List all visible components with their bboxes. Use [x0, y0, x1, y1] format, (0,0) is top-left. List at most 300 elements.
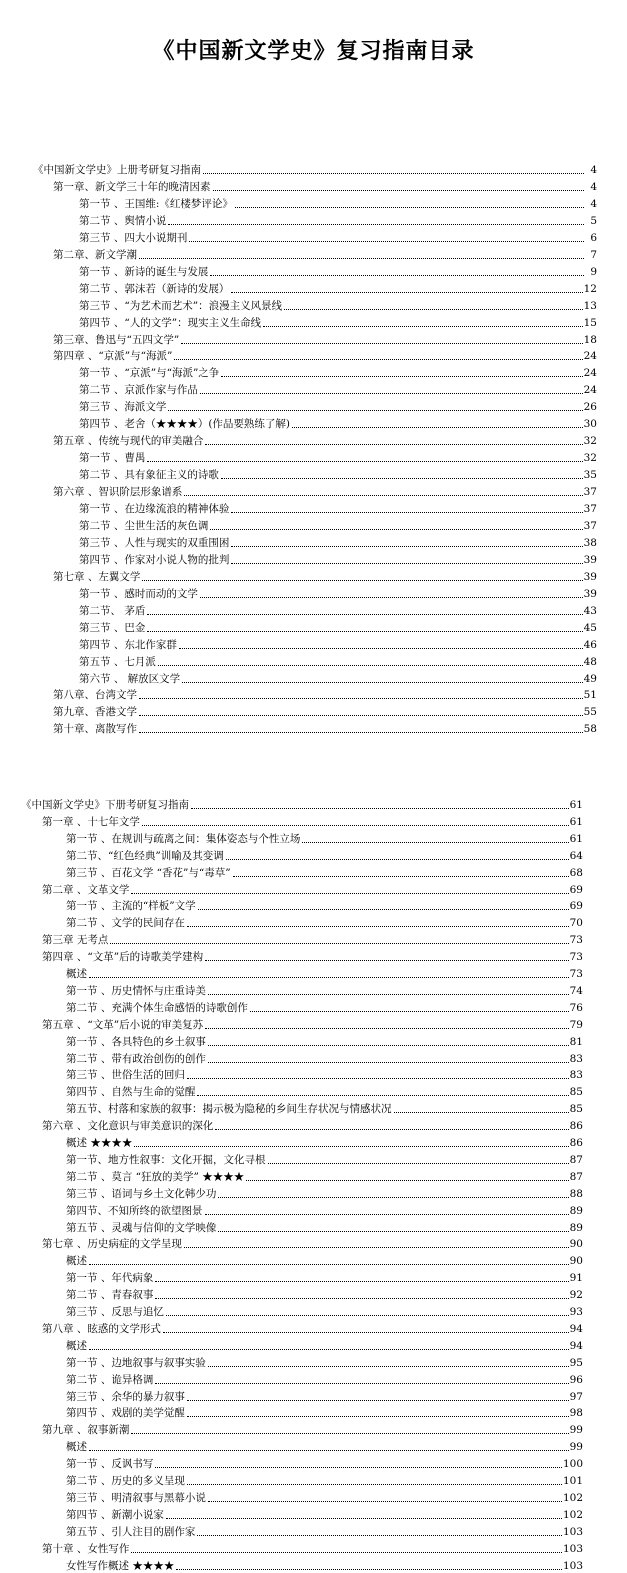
toc-entry[interactable] [42, 1234, 583, 1251]
toc-entry[interactable] [66, 1454, 583, 1471]
toc-entry-page-number: 24 [583, 384, 597, 397]
toc-entry-title: 第七章 、历史病症的文学呈现 [42, 1238, 182, 1251]
dot-leader [89, 1449, 569, 1451]
toc-entry[interactable] [66, 1353, 583, 1370]
toc-entry-title: 第一节 、反讽书写 [66, 1458, 154, 1471]
dot-leader [213, 189, 585, 191]
toc-entry-page-number: 37 [583, 519, 597, 532]
dot-leader [208, 1061, 569, 1063]
dot-leader [168, 223, 584, 225]
dot-leader [182, 681, 582, 683]
dot-leader [205, 1213, 569, 1215]
toc-entry-page-number: 99 [569, 1441, 583, 1454]
toc-entry-title: 第二节 、青春叙事 [66, 1289, 154, 1302]
toc-entry-page-number: 15 [583, 316, 597, 329]
dot-leader [200, 392, 583, 394]
toc-entry[interactable] [79, 550, 597, 567]
dot-leader [131, 1432, 568, 1434]
toc-entry[interactable] [66, 1522, 583, 1539]
toc-entry-page-number: 61 [569, 832, 583, 845]
toc-entry-page-number: 32 [583, 435, 597, 448]
toc-entry[interactable] [79, 414, 597, 431]
dot-leader [139, 731, 583, 733]
dot-leader [155, 1382, 568, 1384]
dot-leader [187, 925, 569, 927]
toc-entry[interactable] [66, 1099, 583, 1116]
dot-leader [231, 511, 582, 513]
toc-entry-title: 概述 [66, 1339, 87, 1352]
toc-entry-page-number: 4 [590, 197, 597, 210]
toc-entry[interactable] [66, 1201, 583, 1218]
dot-leader [147, 630, 582, 632]
dot-leader [179, 647, 583, 649]
toc-entry-page-number: 32 [583, 452, 597, 465]
dot-leader [189, 240, 584, 242]
toc-entry[interactable] [53, 330, 597, 347]
dot-leader [221, 477, 583, 479]
toc-entry-title: 第七章 、左翼文学 [53, 570, 141, 583]
toc-entry[interactable] [66, 1049, 583, 1066]
toc-entry-page-number: 91 [569, 1272, 583, 1285]
dot-leader [205, 443, 582, 445]
toc-entry[interactable] [42, 1420, 583, 1437]
toc-entry-title: 第十章、离散写作 [53, 723, 137, 736]
dot-leader [197, 1534, 562, 1536]
dot-leader [187, 1399, 569, 1401]
toc-entry[interactable] [66, 1403, 583, 1420]
toc-entry[interactable] [66, 1488, 583, 1505]
toc-entry-title: 第四章 、“文革”后的诗歌美学建构 [42, 951, 204, 964]
toc-entry[interactable] [79, 533, 597, 550]
toc-entry[interactable] [79, 516, 597, 533]
toc-entry-page-number: 6 [590, 231, 597, 244]
dot-leader [233, 875, 569, 877]
toc-entry[interactable] [66, 1133, 583, 1150]
toc-entry[interactable] [53, 431, 597, 448]
toc-entry-page-number: 103 [562, 1559, 583, 1572]
toc-entry-page-number: 100 [562, 1458, 583, 1471]
toc-entry-title: 第四章 、“京派”与“海派” [53, 350, 173, 363]
toc-entry-title: 第十章 、女性写作 [42, 1542, 130, 1555]
toc-entry[interactable] [42, 1319, 583, 1336]
dot-leader [187, 1483, 562, 1485]
dot-leader [174, 358, 582, 360]
toc-entry[interactable] [66, 981, 583, 998]
toc-entry-page-number: 18 [583, 333, 597, 346]
toc-entry-title: 第四节 、戏剧的美学觉醒 [66, 1407, 185, 1420]
toc-entry[interactable] [53, 177, 597, 194]
dot-leader [218, 1230, 568, 1232]
toc-entry-title: 第二节 、尘世生活的灰色调 [79, 519, 209, 532]
page-title: 《中国新文学史》复习指南目录 [152, 39, 475, 64]
toc-entry-title: 第二节 、充满个体生命感悟的诗歌创作 [66, 1001, 248, 1014]
toc-entry-page-number: 45 [583, 621, 597, 634]
toc-entry-title: 第五节 、灵魂与信仰的文学映像 [66, 1221, 217, 1234]
toc-entry-title: 第四节 、自然与生命的觉醒 [66, 1086, 196, 1099]
toc-entry[interactable] [79, 397, 597, 414]
toc-entry[interactable] [42, 880, 583, 897]
toc-entry-page-number: 35 [583, 469, 597, 482]
dot-leader [147, 613, 582, 615]
toc-entry[interactable] [79, 635, 597, 652]
toc-entry[interactable] [53, 482, 597, 499]
toc-entry-page-number: 26 [583, 401, 597, 414]
toc-entry-title: 概述 [66, 968, 87, 980]
dot-leader [218, 1196, 568, 1198]
toc-entry-title: 第八章 、眩惑的文学形式 [42, 1322, 161, 1335]
toc-entry-title: 第二节 、舆情小说 [79, 214, 167, 227]
toc-entry-page-number: 61 [569, 799, 583, 811]
toc-entry[interactable] [66, 1302, 583, 1319]
dot-leader [89, 976, 569, 978]
toc-entry[interactable] [66, 1285, 583, 1302]
toc-entry-title: 第三节 、世俗生活的回归 [66, 1069, 185, 1082]
toc-entry-page-number: 12 [583, 282, 597, 295]
dot-leader [208, 1500, 562, 1502]
toc-entry[interactable] [66, 1082, 583, 1099]
toc-entry-title: 第三节 、人性与现实的双重围困 [79, 536, 230, 549]
toc-entry-title: 第一节 、新诗的诞生与发展 [79, 265, 209, 278]
toc-entry-page-number: 95 [569, 1356, 583, 1369]
toc-entry-page-number: 93 [569, 1306, 583, 1318]
toc-entry-title: 第一节 、历史情怀与庄重诗美 [66, 984, 206, 997]
dot-leader [166, 1314, 569, 1316]
toc-entry-title: 概述 [66, 1255, 87, 1268]
dot-leader [226, 858, 569, 860]
dot-leader [263, 325, 583, 327]
toc-entry-title: 第五节、村落和家族的叙事：揭示极为隐秘的乡间生存状况与情感状况 [66, 1103, 392, 1116]
toc-entry-page-number: 68 [569, 866, 583, 879]
toc-entry[interactable] [66, 1184, 583, 1201]
dot-leader [394, 1111, 569, 1113]
toc-entry-page-number: 81 [569, 1035, 583, 1048]
toc-entry-page-number: 103 [562, 1525, 583, 1538]
toc-entry-title: 第二节 、郭沫若（新诗的发展） [79, 282, 230, 295]
toc-entry-title: 第一节 、在边缘流浪的精神体验 [79, 503, 230, 515]
toc-entry[interactable] [79, 194, 597, 211]
toc-entry-title: 第二节 、具有象征主义的诗歌 [79, 469, 219, 482]
toc-entry-title: 第一节 、在规训与疏离之间：集体姿态与个性立场 [66, 832, 301, 845]
toc-entry-page-number: 83 [569, 1052, 583, 1065]
dot-leader [208, 993, 569, 995]
toc-entry-title: 第五节 、引人注目的剧作家 [66, 1525, 196, 1538]
dot-leader [181, 342, 582, 344]
dot-leader [168, 409, 582, 411]
dot-leader [268, 1162, 569, 1164]
dot-leader [205, 959, 569, 961]
toc-entry[interactable] [53, 567, 597, 584]
toc-entry-page-number: 55 [583, 706, 597, 719]
toc-entry[interactable] [66, 964, 583, 981]
toc-entry-title: 第三节 、四大小说期刊 [79, 231, 188, 244]
dot-leader [246, 1179, 568, 1181]
dot-leader [187, 1077, 569, 1079]
toc-entry-page-number: 7 [590, 248, 597, 261]
toc-entry[interactable] [66, 1218, 583, 1235]
toc-entry-page-number: 4 [590, 180, 597, 193]
dot-leader [155, 1280, 568, 1282]
toc-entry[interactable] [79, 448, 597, 465]
toc-entry-page-number: 24 [583, 367, 597, 380]
toc-entry-title: 第六章 、智识阶层形象谱系 [53, 486, 183, 499]
dot-leader [302, 841, 568, 843]
toc-entry[interactable] [79, 584, 597, 601]
toc-entry-page-number: 90 [569, 1238, 583, 1251]
toc-entry-page-number: 43 [583, 604, 597, 617]
toc-entry-title: 第三章 无考点 [42, 934, 109, 947]
toc-entry[interactable] [53, 702, 597, 719]
toc-entry-page-number: 101 [562, 1475, 583, 1487]
toc-entry[interactable] [42, 812, 583, 829]
toc-entry-page-number: 103 [562, 1542, 583, 1555]
toc-entry-page-number: 102 [562, 1491, 583, 1504]
toc-entry-page-number: 87 [569, 1170, 583, 1183]
toc-entry-title: 第六章 、文化意识与审美意识的深化 [42, 1120, 214, 1133]
toc-entry-title: 第一节 、年代病象 [66, 1272, 154, 1285]
toc-entry-page-number: 73 [569, 951, 583, 964]
toc-entry[interactable] [66, 1437, 583, 1454]
toc-entry[interactable] [53, 245, 597, 262]
dot-leader [284, 308, 583, 310]
toc-entry-page-number: 98 [569, 1407, 583, 1420]
toc-entry[interactable] [66, 896, 583, 913]
toc-entry[interactable] [42, 947, 583, 964]
toc-entry-title: 第二节 、文学的民间存在 [66, 917, 185, 930]
dot-leader [166, 1517, 562, 1519]
toc-entry-page-number: 30 [583, 418, 597, 431]
toc-entry[interactable] [33, 160, 597, 177]
toc-entry[interactable] [66, 1150, 583, 1167]
toc-entry-title: 第一节 、各具特色的乡土叙事 [66, 1035, 206, 1048]
toc-entry-title: 第三节 、巴金 [79, 621, 146, 634]
toc-entry[interactable] [53, 685, 597, 702]
toc-entry-page-number: 39 [583, 553, 597, 566]
dot-leader [110, 942, 568, 944]
toc-entry-title: 第三节 、明清叙事与黑幕小说 [66, 1491, 206, 1504]
toc-entry-page-number: 73 [569, 934, 583, 947]
dot-leader [200, 596, 583, 598]
dot-leader [155, 1466, 562, 1468]
toc-entry-title: 第三章、鲁迅与“五四文学” [53, 333, 180, 346]
toc-entry-page-number: 76 [569, 1001, 583, 1014]
toc-entry-title: 第一节 、曹禺 [79, 452, 146, 465]
dot-leader [176, 1568, 562, 1570]
toc-entry-title: 第四节 、作家对小说人物的批判 [79, 553, 230, 566]
toc-entry-title: 第三节 、“为艺术而艺术”：浪漫主义风景线 [79, 299, 283, 312]
toc-entry-title: 第九章、香港文学 [53, 706, 137, 719]
toc-entry-page-number: 48 [583, 655, 597, 668]
toc-entry-page-number: 64 [569, 849, 583, 862]
toc-entry-page-number: 73 [569, 968, 583, 980]
toc-entry-title: 第六节 、 解放区文学 [79, 672, 181, 685]
toc-entry[interactable] [66, 1505, 583, 1522]
dot-leader [250, 1010, 569, 1012]
toc-entry[interactable] [66, 1065, 583, 1082]
dot-leader [231, 562, 582, 564]
toc-entry[interactable] [42, 930, 583, 947]
toc-entry[interactable] [66, 913, 583, 930]
toc-entry-title: 第二章 、文革文学 [42, 883, 130, 896]
dot-leader [139, 714, 583, 716]
dot-leader [203, 172, 584, 174]
toc-entry[interactable] [66, 1370, 583, 1387]
toc-entry[interactable] [79, 499, 597, 516]
toc-entry-page-number: 9 [590, 265, 597, 278]
dot-leader [208, 1365, 569, 1367]
dot-leader [210, 274, 584, 276]
toc-entry-title: 第二节 、带有政治创伤的创作 [66, 1052, 206, 1065]
toc-entry-title: 第一节 、主流的“样板”文学 [66, 900, 196, 913]
toc-entry-page-number: 51 [583, 689, 597, 702]
toc-entry-page-number: 85 [569, 1103, 583, 1116]
toc-entry[interactable] [79, 652, 597, 669]
toc-entry-title: 第二节 、莫言 “狂放的美学” ★★★★ [66, 1170, 245, 1183]
toc-entry-title: 第四节 、东北作家群 [79, 638, 177, 651]
toc-entry-title: 第四节 、新潮小说家 [66, 1508, 164, 1521]
toc-entry-page-number: 37 [583, 486, 597, 499]
toc-entry-title: 第三节 、余华的暴力叙事 [66, 1390, 185, 1403]
toc-entry[interactable] [66, 1387, 583, 1404]
toc-entry-page-number: 79 [569, 1018, 583, 1031]
dot-leader [155, 1297, 568, 1299]
toc-entry[interactable] [79, 279, 597, 296]
toc-entry-title: 第五章 、传统与现代的审美融合 [53, 435, 204, 448]
toc-entry-page-number: 46 [583, 638, 597, 651]
dot-leader [231, 291, 582, 293]
dot-leader [89, 1348, 569, 1350]
toc-entry-title: 第四节、不知所终的欲望图景 [66, 1204, 203, 1217]
dot-leader [184, 494, 582, 496]
toc-entry[interactable] [79, 465, 597, 482]
toc-entry-page-number: 70 [569, 917, 583, 930]
toc-entry[interactable] [79, 228, 597, 245]
dot-leader [205, 1027, 569, 1029]
toc-entry-page-number: 49 [583, 672, 597, 685]
toc-entry-title: 第二节、 茅盾 [79, 604, 146, 617]
toc-entry[interactable] [66, 998, 583, 1015]
toc-entry[interactable] [66, 829, 583, 846]
toc-entry-page-number: 74 [569, 984, 583, 997]
dot-leader [142, 824, 569, 826]
dot-leader [187, 1415, 569, 1417]
toc-entry[interactable] [66, 1471, 583, 1488]
toc-entry[interactable] [66, 1336, 583, 1353]
toc-entry-title: 第三节 、百花文学 “香花”与“毒草” [66, 866, 231, 879]
toc-entry-page-number: 90 [569, 1255, 583, 1268]
toc-entry-title: 《中国新文学史》下册考研复习指南 [21, 799, 189, 811]
dot-leader [89, 1263, 569, 1265]
toc-entry-title: 第三节 、语词与乡土文化韩少功 [66, 1187, 217, 1200]
toc-entry-title: 第一节 、“京派”与“海派”之争 [79, 367, 220, 380]
toc-entry-title: 女性写作概述 ★★★★ [66, 1559, 175, 1572]
toc-entry[interactable] [53, 719, 597, 736]
toc-entry[interactable] [66, 863, 583, 880]
toc-entry-title: 《中国新文学史》上册考研复习指南 [33, 164, 201, 176]
dot-leader [198, 908, 569, 910]
toc-entry-title: 第一节 、边地叙事与叙事实验 [66, 1356, 206, 1369]
toc-entry-title: 第一节、地方性叙事：文化开掘，文化寻根 [66, 1153, 266, 1166]
toc-entry-title: 第三节 、海派文学 [79, 401, 167, 414]
toc-entry-page-number: 94 [569, 1322, 583, 1335]
toc-entry-page-number: 99 [569, 1424, 583, 1437]
dot-leader [131, 1551, 562, 1553]
dot-leader [131, 892, 568, 894]
toc-entry-title: 第二节 、京派作家与作品 [79, 384, 198, 397]
toc-entry-title: 第九章 、叙事新潮 [42, 1424, 130, 1437]
toc-entry[interactable] [21, 795, 583, 812]
toc-entry-title: 第一章 、十七年文学 [42, 815, 140, 828]
dot-leader [147, 460, 582, 462]
toc-entry-page-number: 39 [583, 587, 597, 600]
toc-entry[interactable] [66, 1251, 583, 1268]
toc-entry-page-number: 89 [569, 1204, 583, 1217]
dot-leader [292, 426, 583, 428]
toc-entry-page-number: 83 [569, 1069, 583, 1082]
toc-entry[interactable] [53, 346, 597, 363]
toc-entry-page-number: 69 [569, 900, 583, 913]
toc-entry[interactable] [42, 1015, 583, 1032]
toc-entry-title: 概述 ★★★★ [66, 1137, 133, 1149]
toc-entry[interactable] [79, 211, 597, 228]
toc-entry-title: 第一章、新文学三十年的晚清因素 [53, 180, 211, 193]
toc-entry[interactable] [79, 262, 597, 279]
dot-leader [208, 1044, 569, 1046]
toc-entry-page-number: 86 [569, 1137, 583, 1149]
toc-entry-title: 第五章 、“文革”后小说的审美复苏 [42, 1018, 204, 1031]
dot-leader [139, 257, 584, 259]
dot-leader [191, 807, 569, 809]
dot-leader [163, 1331, 569, 1333]
toc-entry-title: 第二节 、诡异格调 [66, 1373, 154, 1386]
toc-entry-title: 第二节 、历史的多义呈现 [66, 1475, 185, 1487]
toc-entry[interactable] [79, 296, 597, 313]
toc-entry[interactable] [66, 1032, 583, 1049]
toc-entry-page-number: 13 [583, 299, 597, 312]
toc-entry[interactable] [79, 313, 597, 330]
toc-entry[interactable] [79, 669, 597, 686]
toc-entry-page-number: 39 [583, 570, 597, 583]
toc-entry[interactable] [66, 846, 583, 863]
toc-entry-page-number: 38 [583, 536, 597, 549]
toc-entry[interactable] [79, 618, 597, 635]
toc-entry[interactable] [66, 1268, 583, 1285]
toc-entry-title: 概述 [66, 1441, 87, 1454]
toc-entry[interactable] [42, 1539, 583, 1556]
toc-entry[interactable] [66, 1556, 583, 1573]
toc-entry-title: 第一节 、王国维:《红楼梦评论》 [79, 197, 233, 210]
toc-entry-page-number: 4 [590, 164, 597, 176]
toc-entry[interactable] [79, 363, 597, 380]
dot-leader [215, 1128, 568, 1130]
toc-entry-page-number: 97 [569, 1390, 583, 1403]
toc-entry-title: 第二节、“红色经典”训喻及其变调 [66, 849, 224, 862]
toc-entry-page-number: 61 [569, 815, 583, 828]
toc-entry[interactable] [79, 380, 597, 397]
toc-entry-title: 第四节 、“人的文学”：现实主义生命线 [79, 316, 262, 329]
dot-leader [139, 697, 583, 699]
toc-entry-page-number: 58 [583, 723, 597, 736]
dot-leader [134, 1145, 568, 1147]
dot-leader [197, 1094, 568, 1096]
dot-leader [158, 664, 583, 666]
toc-entry-page-number: 85 [569, 1086, 583, 1099]
toc-entry-title: 第三节 、反思与追忆 [66, 1306, 164, 1318]
toc-entry[interactable] [66, 1167, 583, 1184]
toc-entry-page-number: 24 [583, 350, 597, 363]
toc-entry[interactable] [42, 1116, 583, 1133]
toc-entry-page-number: 87 [569, 1153, 583, 1166]
toc-entry[interactable] [79, 601, 597, 618]
